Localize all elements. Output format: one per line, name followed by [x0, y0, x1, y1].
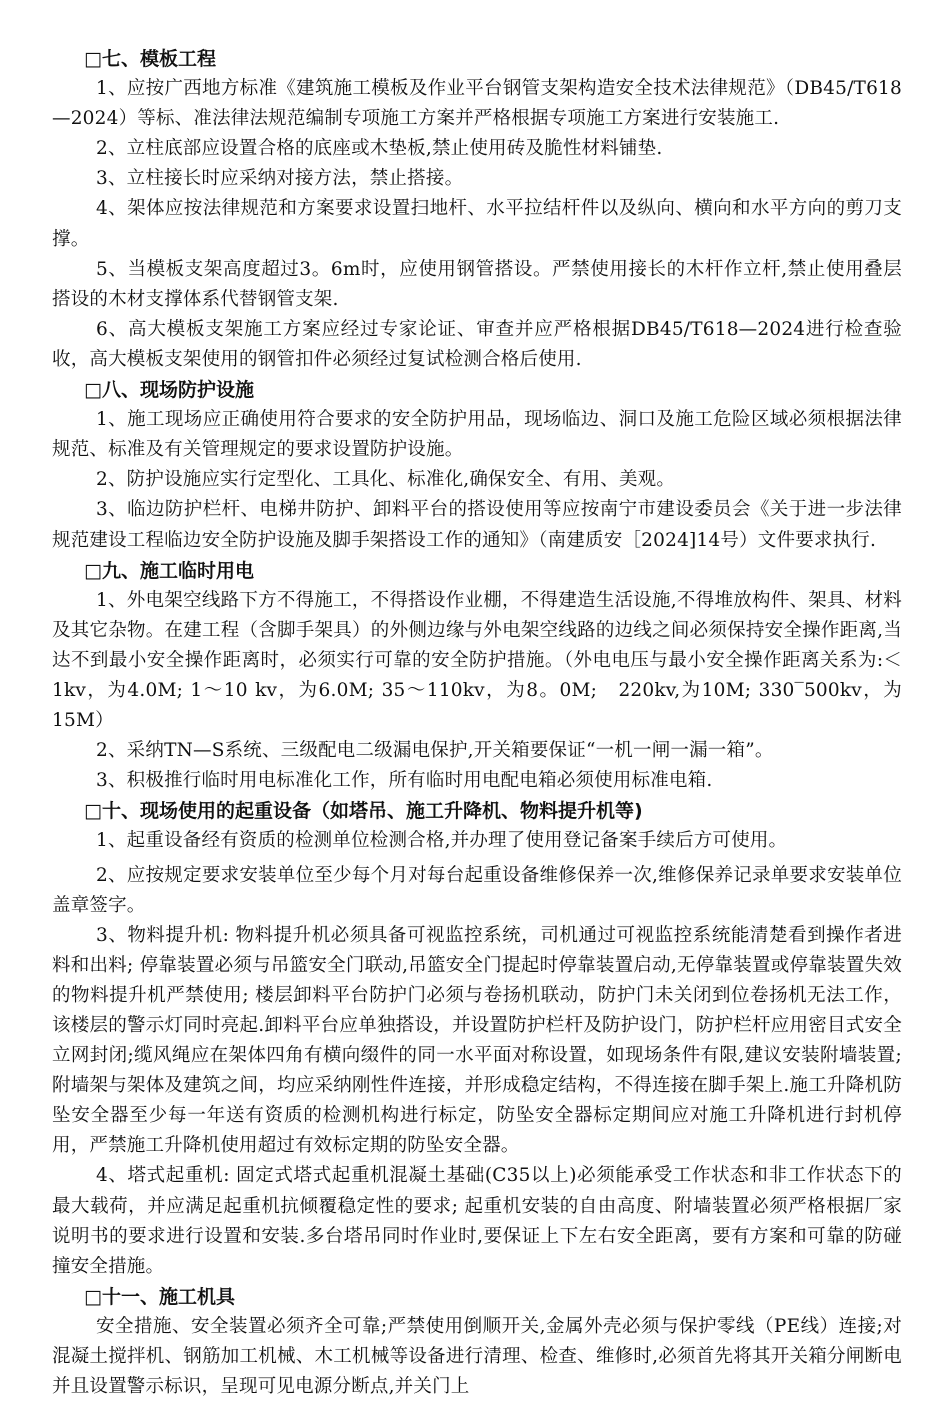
section-title-7: □七、模板工程 [84, 48, 216, 70]
paragraph: 6、高大模板支架施工方案应经过专家论证、审查并应严格根据DB45/T618—2024进行检查验收，高大模板支架使用的钢管扣件必须经过复试检测合格后使用. [52, 318, 902, 370]
section-title-9: □九、施工临时用电 [84, 559, 254, 582]
paragraph: 2、防护设施应实行定型化、工具化、标准化,确保安全、有用、美观。 [96, 469, 676, 491]
section-title-10: □十、现场使用的起重设备（如塔吊、施工升降机、物料提升机等) [84, 800, 643, 823]
paragraph: 1、外电架空线路下方不得施工，不得搭设作业棚，不得建造生活设施,不得堆放构件、架具、材料及其它杂物。在建工程（含脚手架具）的外侧边缘与外电架空线路的边线之间必须保持安全操作距离,当达不到最小安全操作距离时，必须实行可靠的安全防护措施。（外电电压与最小安全操作距离关系为:＜1kv，为4.0M; 1～10 kv，为6.0M; 35～110kv，为8。0M; 220kv,为10M; 330‾500kv，为15M） [52, 589, 902, 732]
section-title-8: □八、现场防护设施 [84, 379, 254, 402]
paragraph: 3、积极推行临时用电标准化工作，所有临时用电配电箱必须使用标准电箱. [96, 770, 713, 792]
paragraph: 4、架体应按法律规范和方案要求设置扫地杆、水平拉结杆件以及纵向、横向和水平方向的剪刀支撑。 [52, 198, 902, 250]
paragraph: 4、塔式起重机: 固定式塔式起重机混凝土基础(C35以上)必须能承受工作状态和非工作状态下的最大载荷，并应满足起重机抗倾覆稳定性的要求; 起重机安装的自由高度、附墙装置必须严格根据厂家说明书的要求进行设置和安装.多台塔吊同时作业时,要保证上下左右安全距离，要有方案和可靠的防碰撞安全措施。 [52, 1165, 902, 1277]
paragraph: 安全措施、安全装置必须齐全可靠;严禁使用倒顺开关,金属外壳必须与保护零线（PE线）连接;对混凝土搅拌机、钢筋加工机械、木工机械等设备进行清理、检查、维修时,必须首先将其开关箱分闸断电并且设置警示标识，呈现可见电源分断点,并关门上 [52, 1315, 902, 1398]
paragraph: 1、应按广西地方标准《建筑施工模板及作业平台钢管支架构造安全技术法律规范》（DB45/T618—2024）等标、准法律法规范编制专项施工方案并严格根据专项施工方案进行安装施工. [52, 78, 902, 130]
paragraph: 2、采纳TN—S系统、三级配电二级漏电保护,开关箱要保证“一机一闸一漏一箱”。 [96, 740, 774, 762]
paragraph: 1、施工现场应正确使用符合要求的安全防护用品，现场临边、洞口及施工危险区域必须根据法律规范、标准及有关管理规定的要求设置防护设施。 [52, 409, 902, 461]
paragraph: 1、起重设备经有资质的检测单位检测合格,并办理了使用登记备案手续后方可使用。 [96, 830, 788, 852]
paragraph: 3、临边防护栏杆、电梯井防护、卸料平台的搭设使用等应按南宁市建设委员会《关于进一步法律规范建设工程临边安全防护设施及脚手架搭设工作的通知》（南建质安［2024]14号）文件要求执行. [52, 499, 902, 551]
paragraph: 5、当模板支架高度超过3。6m时，应使用钢管搭设。严禁使用接长的木杆作立杆,禁止使用叠层搭设的木材支撑体系代替钢管支架. [52, 258, 902, 310]
paragraph: 2、立柱底部应设置合格的底座或木垫板,禁止使用砖及脆性材料铺垫. [96, 138, 663, 160]
paragraph: 3、立柱接长时应采纳对接方法，禁止搭接。 [96, 168, 464, 190]
section-title-11: □十一、施工机具 [84, 1285, 235, 1308]
paragraph: 3、物料提升机: 物料提升机必须具备可视监控系统，司机通过可视监控系统能清楚看到操作者进料和出料; 停靠装置必须与吊篮安全门联动,吊篮安全门提起时停靠装置启动,无停靠装置或停靠装置失效的物料提升机严禁使用; 楼层卸料平台防护门必须与卷扬机联动，防护门未关闭到位卷扬机无法工作，该楼层的警示灯同时亮起.卸料平台应单独搭设，并设置防护栏杆及防护设门，防护栏杆应用密目式安全立网封闭;缆风绳应在架体四角有横向缀件的同一水平面对称设置，如现场条件有限,建议安装附墙装置; 附墙架与架体及建筑之间，均应采纳刚性件连接，并形成稳定结构，不得连接在脚手架上.施工升降机防坠安全器至少每一年送有资质的检测机构进行标定，防坠安全器标定期间应对施工升降机进行封机停用，严禁施工升降机使用超过有效标定期的防坠安全器。 [52, 924, 902, 1157]
paragraph: 2、应按规定要求安装单位至少每个月对每台起重设备维修保养一次,维修保养记录单要求安装单位盖章签字。 [52, 864, 902, 916]
